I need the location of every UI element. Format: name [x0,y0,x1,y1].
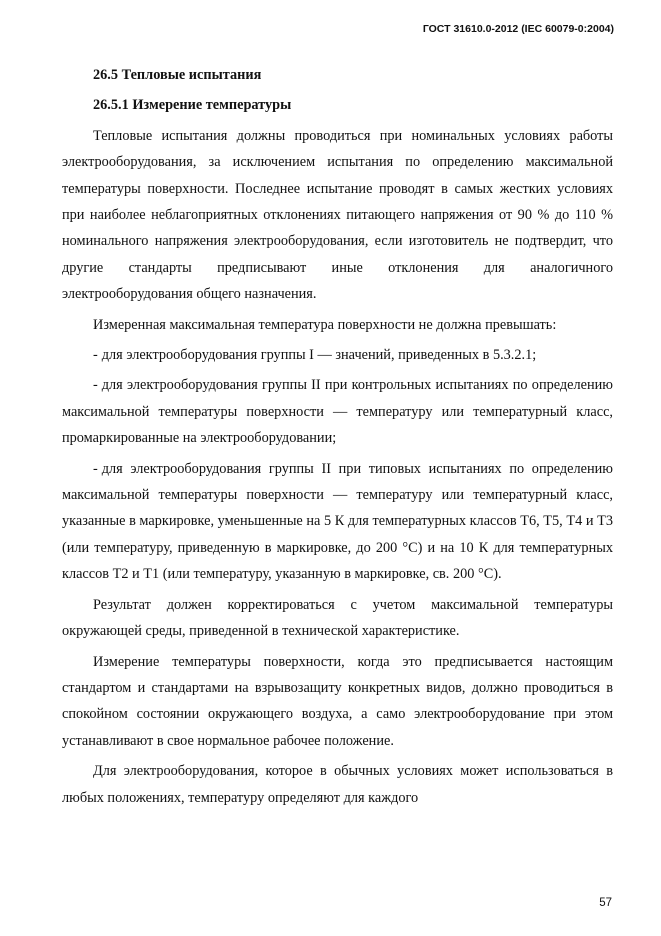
list-item-text: для электрооборудования группы II при типовых испытаниях по определению максимальной температуры поверхности — температуру или температурный класс, указанные в маркировке, уменьшенные на 5 К для температурных классов Т6, Т5, Т4 и Т3 (или температуру, приведенную в маркировке, до 200 °С) и на 10 К для температурных классов Т2 и Т1 (или температуру, указанную в маркировке, св. 200 °С). [62,460,613,583]
paragraph-test-conditions: Тепловые испытания должны проводиться при номинальных условиях работы электрооборудования, за исключением испытания по определению максимальной температуры поверхности. Последнее испытание проводят в самых жестких условиях при наиболее неблагоприятных отклонениях питающего напряжения от 90 % до 110 % номинального напряжения электрооборудования, если изготовитель не подтвердит, что другие стандарты предписывают иные отклонения для аналогичного электрооборудования общего назначения. [62,127,613,303]
list-dash: - [93,377,98,394]
list-item-text: для электрооборудования группы II при контрольных испытаниях по определению максимальной температуры поверхности — температуру или температурный класс, промаркированные на электрооборудовании; [62,377,613,447]
section-title: 26.5 Тепловые испытания [93,67,262,83]
paragraph-measurement: Измерение температуры поверхности, когда это предписывается настоящим стандартом и стандартами на взрывозащиту конкретных видов, должно проводиться в спокойном состоянии окружающего воздуха, а само электрооборудование при этом устанавливают в свое нормальное рабочее положение. [62,653,613,749]
page-content [62,62,613,811]
page-number: 57 [599,897,612,909]
subsection-title: 26.5.1 Измерение температуры [93,97,292,114]
list-dash: - [93,347,98,364]
list-item-text: для электрооборудования группы I — значений, приведенных в 5.3.2.1; [101,347,537,364]
standard-header: ГОСТ 31610.0-2012 (IEC 60079-0:2004) [422,23,614,35]
list-dash: - [93,460,98,477]
paragraph-max-temperature: Измеренная максимальная температура поверхности не должна превышать: [93,316,557,333]
paragraph-positions: Для электрооборудования, которое в обычных условиях может использоваться в любых положениях, температуру определяют для каждого [62,763,613,806]
paragraph-correction: Результат должен корректироваться с учетом максимальной температуры окружающей среды, приведенной в технической характеристике. [62,596,613,640]
list-item-group-2-type [62,456,613,588]
list-item-group-1 [62,342,613,368]
list-item-group-2-routine [62,372,613,451]
